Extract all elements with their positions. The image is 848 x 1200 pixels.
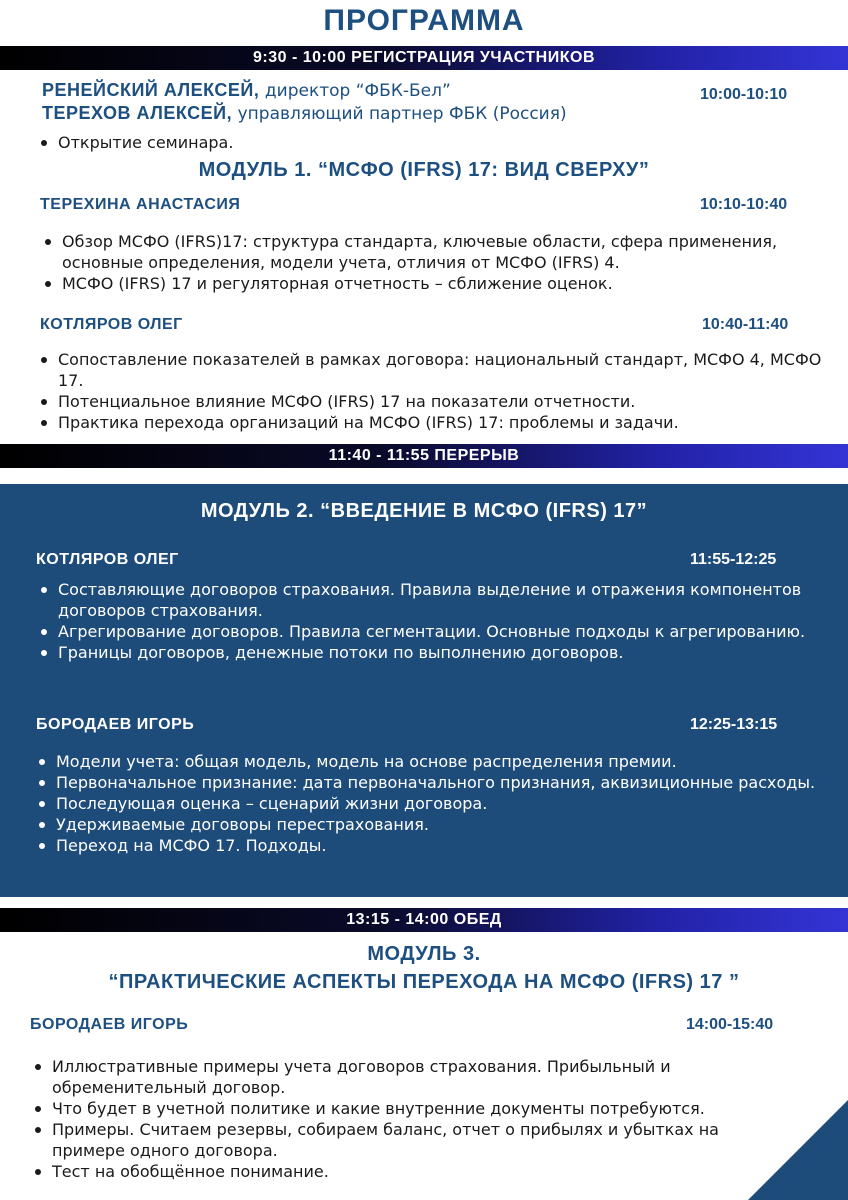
speaker-role: директор “ФБК-Бел” — [264, 81, 451, 101]
module-2-title: МОДУЛЬ 2. “ВВЕДЕНИЕ В МСФО (IFRS) 17” — [200, 500, 648, 522]
list-item: Тест на обобщённое понимание. — [32, 1161, 792, 1182]
session-list — [42, 231, 832, 294]
session-time: 10:10-10:40 — [700, 196, 788, 213]
corner-decoration — [748, 1100, 848, 1200]
list-item: Границы договоров, денежные потоки по выполнению договоров. — [38, 642, 818, 663]
opening-speaker-2 — [42, 103, 567, 124]
opening-speaker-1 — [42, 80, 451, 101]
session-speaker: КОТЛЯРОВ ОЛЕГ — [36, 551, 179, 568]
module-1-title: МОДУЛЬ 1. “МСФО (IFRS) 17: ВИД СВЕРХУ” — [198, 159, 650, 181]
list-item: Составляющие договоров страхования. Правила выделение и отражения компонентов договоров страхования. — [38, 579, 818, 621]
list-item: Переход на МСФО 17. Подходы. — [36, 835, 826, 856]
list-item: Последующая оценка – сценарий жизни договора. — [36, 793, 826, 814]
list-item: Потенциальное влияние МСФО (IFRS) 17 на показатели отчетности. — [38, 391, 832, 412]
opening-time: 10:00-10:10 — [700, 86, 788, 103]
list-item: Агрегирование договоров. Правила сегментации. Основные подходы к агрегированию. — [38, 621, 818, 642]
list-item: Обзор МСФО (IFRS)17: структура стандарта, ключевые области, сфера применения, основные определения, модели учета, отличия от МСФО (IFRS) 4. — [42, 231, 832, 273]
list-item: Иллюстративные примеры учета договоров страхования. Прибыльный и обременительный договор. — [32, 1056, 792, 1098]
list-item: Удерживаемые договоры перестрахования. — [36, 814, 826, 835]
list-item: Сопоставление показателей в рамках договора: национальный стандарт, МСФО 4, МСФО 17. — [38, 349, 832, 391]
session-speaker: БОРОДАЕВ ИГОРЬ — [30, 1016, 189, 1033]
lunch-band: 13:15 - 14:00 ОБЕД — [0, 908, 848, 932]
session-speaker: БОРОДАЕВ ИГОРЬ — [36, 716, 195, 733]
session-speaker: КОТЛЯРОВ ОЛЕГ — [40, 316, 183, 333]
list-item: Практика перехода организаций на МСФО (IFRS) 17: проблемы и задачи. — [38, 412, 832, 433]
session-time: 12:25-13:15 — [690, 716, 778, 733]
opening-list — [38, 132, 818, 153]
session-speaker: ТЕРЕХИНА АНАСТАСИЯ — [40, 196, 241, 213]
session-time: 11:55-12:25 — [690, 551, 777, 568]
module-3-title-line-1: МОДУЛЬ 3. — [367, 943, 481, 965]
session-time: 14:00-15:40 — [686, 1016, 774, 1033]
list-item: Примеры. Считаем резервы, собираем баланс, отчет о прибылях и убытках на примере одного договора. — [32, 1119, 792, 1161]
list-item: Первоначальное признание: дата первоначального признания, аквизиционные расходы. — [36, 772, 826, 793]
speaker-name: РЕНЕЙСКИЙ АЛЕКСЕЙ, — [42, 80, 260, 100]
page-title: ПРОГРАММА — [323, 4, 525, 37]
session-time: 10:40-11:40 — [702, 316, 789, 333]
session-list — [36, 751, 826, 856]
module-3-title-line-2: “ПРАКТИЧЕСКИЕ АСПЕКТЫ ПЕРЕХОДА НА МСФО (IFRS) 17 ” — [108, 971, 740, 993]
speaker-name: ТЕРЕХОВ АЛЕКСЕЙ, — [42, 103, 233, 123]
list-item: Открытие семинара. — [38, 132, 818, 153]
list-item: Что будет в учетной политике и какие внутренние документы потребуются. — [32, 1098, 792, 1119]
session-list — [38, 579, 818, 663]
speaker-role: управляющий партнер ФБК (Россия) — [237, 104, 567, 124]
list-item: МСФО (IFRS) 17 и регуляторная отчетность – сближение оценок. — [42, 273, 832, 294]
session-list — [32, 1056, 792, 1182]
session-list — [38, 349, 832, 433]
registration-band: 9:30 - 10:00 РЕГИСТРАЦИЯ УЧАСТНИКОВ — [0, 46, 848, 70]
break-band: 11:40 - 11:55 ПЕРЕРЫВ — [0, 444, 848, 468]
list-item: Модели учета: общая модель, модель на основе распределения премии. — [36, 751, 826, 772]
